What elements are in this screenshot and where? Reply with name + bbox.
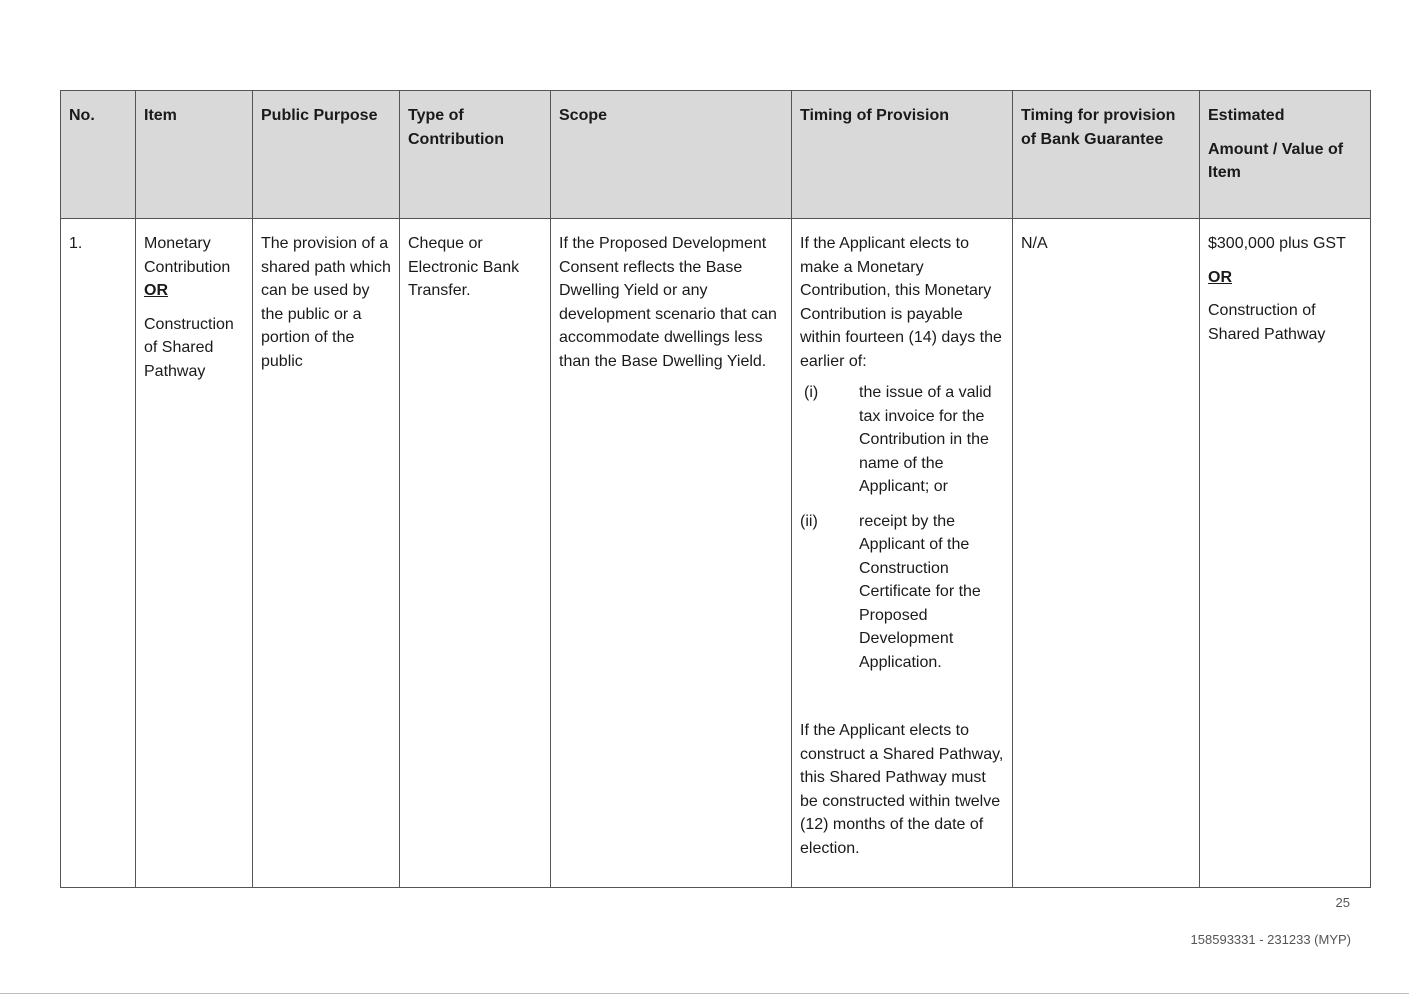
header-estimated-line2: Amount / Value of Item [1208, 140, 1344, 181]
document-reference: 158593331 - 231233 (MYP) [1190, 932, 1351, 947]
header-scope: Scope [551, 91, 792, 219]
cell-timing-of-provision [792, 219, 1013, 888]
list-item-number: (i) [804, 384, 819, 401]
header-estimated-amount [1200, 91, 1371, 219]
header-bank-guarantee-timing: Timing for provision of Bank Guarantee [1013, 91, 1200, 219]
cell-bank-guarantee: N/A [1013, 219, 1200, 888]
header-item: Item [136, 91, 253, 219]
header-timing-of-provision: Timing of Provision [792, 91, 1013, 219]
estimated-amount: $300,000 plus GST [1208, 235, 1346, 252]
list-item-text: the issue of a valid tax invoice for the Contribution in the name of the Applicant; or [859, 384, 992, 495]
cell-scope: If the Proposed Development Consent reflects the Base Dwelling Yield or any development scenario that can accommodate dwellings less than the Base Dwelling Yield. [551, 219, 792, 888]
cell-type-of-contribution: Cheque or Electronic Bank Transfer. [400, 219, 551, 888]
list-item [800, 510, 1004, 675]
cell-no: 1. [61, 219, 136, 888]
item-construction: Construction of Shared Pathway [144, 315, 234, 380]
cell-public-purpose: The provision of a shared path which can be used by the public or a portion of the public [253, 219, 400, 888]
table-row [61, 219, 1371, 888]
timing-sublist [800, 381, 1004, 674]
estimated-construction: Construction of Shared Pathway [1208, 302, 1326, 343]
estimated-or: OR [1208, 268, 1232, 286]
list-item-text: receipt by the Applicant of the Construction Certificate for the Proposed Development Application. [859, 512, 981, 671]
contributions-table [60, 90, 1371, 888]
page-number: 25 [1335, 895, 1350, 910]
list-item [800, 381, 1004, 499]
list-item-number: (ii) [800, 512, 818, 530]
item-monetary: Monetary Contribution [144, 235, 231, 276]
item-or: OR [144, 282, 168, 299]
timing-intro: If the Applicant elects to make a Monetary Contribution, this Monetary Contribution is payable within fourteen (14) days the earlier of: [800, 235, 1002, 370]
header-type-of-contribution: Type of Contribution [400, 91, 551, 219]
table-header-row [61, 91, 1371, 219]
cell-estimated-amount [1200, 219, 1371, 888]
cell-item [136, 219, 253, 888]
timing-pathway: If the Applicant elects to construct a Shared Pathway, this Shared Pathway must be constructed within twelve (12) months of the date of election. [800, 722, 1004, 857]
header-public-purpose: Public Purpose [253, 91, 400, 219]
page-bottom-divider [0, 993, 1409, 994]
header-no: No. [61, 91, 136, 219]
header-estimated-line1: Estimated [1208, 107, 1285, 124]
